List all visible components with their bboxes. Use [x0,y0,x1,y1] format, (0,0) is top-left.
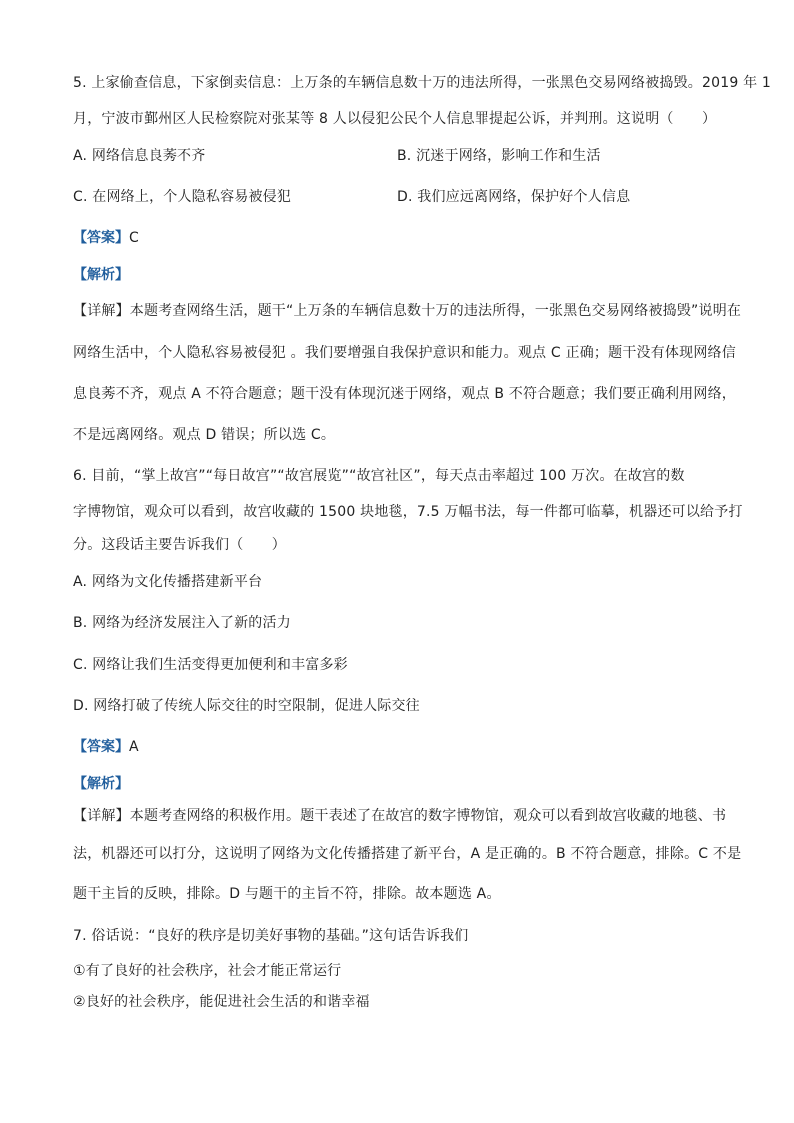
q6-detail-line-2: 法，机器还可以打分，这说明了网络为文化传播搭建了新平台，A 是正确的。B 不符合题意，排除。C 不是 [73,846,742,862]
q6-detail-line-1: 【详解】本题考查网络的积极作用。题干表述了在故宫的数字博物馆，观众可以看到故宫收藏的地毯、书 [73,808,727,824]
q6-analysis-label [73,774,129,794]
q5-option-d: D. 我们应远离网络，保护好个人信息 [397,189,631,205]
q5-detail-line-3: 息良莠不齐，观点 A 不符合题意；题干没有体现沉迷于网络，观点 B 不符合题意；我们要正确利用网络， [73,386,736,402]
q5-option-a: A. 网络信息良莠不齐 [73,148,206,164]
q5-option-b: B. 沉迷于网络，影响工作和生活 [397,148,601,164]
q6-option-c: C. 网络让我们生活变得更加便利和丰富多彩 [73,657,348,673]
q6-answer-label: 【答案】 [73,739,129,755]
q5-detail-line-1: 【详解】本题考查网络生活，题干“上万条的车辆信息数十万的违法所得，一张黑色交易网络被捣毁”说明在 [73,303,742,319]
q5-answer [73,228,139,248]
q7-statement-1: ①有了良好的社会秩序，社会才能正常运行 [73,963,342,979]
q6-stem-line-3: 分。这段话主要告诉我们（ ） [73,537,286,553]
q6-option-d: D. 网络打破了传统人际交往的时空限制，促进人际交往 [73,698,420,714]
q7-stem-line-1: 7. 俗话说：“良好的秩序是切美好事物的基础。”这句话告诉我们 [73,928,469,944]
q5-answer-label: 【答案】 [73,230,129,246]
q6-stem-line-2: 字博物馆，观众可以看到，故宫收藏的 1500 块地毯，7.5 万幅书法，每一件都可临摹，机器还可以给予打 [73,504,743,520]
q5-answer-value: C [129,230,139,246]
q6-stem-line-1: 6. 目前，“掌上故宫”“每日故宫”“故宫展览”“故宫社区”，每天点击率超过 100 万次。在故宫的数 [73,468,685,484]
q5-detail-line-4: 不是远离网络。观点 D 错误；所以选 C。 [73,427,336,443]
q5-stem-line-2: 月，宁波市鄞州区人民检察院对张某等 8 人以侵犯公民个人信息罪提起公诉，并判刑。这说明（ ） [73,111,717,127]
q6-detail-line-3: 题干主旨的反映，排除。D 与题干的主旨不符，排除。故本题选 A。 [73,886,501,902]
q5-stem-line-1: 5. 上家偷查信息，下家倒卖信息：上万条的车辆信息数十万的违法所得，一张黑色交易网络被捣毁。2019 年 1 [73,75,772,91]
q5-option-c: C. 在网络上，个人隐私容易被侵犯 [73,189,292,205]
q6-option-b: B. 网络为经济发展注入了新的活力 [73,615,291,631]
q6-analysis-heading: 【解析】 [73,776,129,792]
q5-analysis-label [73,265,129,285]
q6-answer [73,737,139,757]
q6-option-a: A. 网络为文化传播搭建新平台 [73,574,263,590]
q5-detail-line-2: 网络生活中，个人隐私容易被侵犯 。我们要增强自我保护意识和能力。观点 C 正确；题干没有体现网络信 [73,345,736,361]
q5-analysis-heading: 【解析】 [73,267,129,283]
q7-statement-2: ②良好的社会秩序，能促进社会生活的和谐幸福 [73,994,370,1010]
q6-answer-value: A [129,739,139,755]
